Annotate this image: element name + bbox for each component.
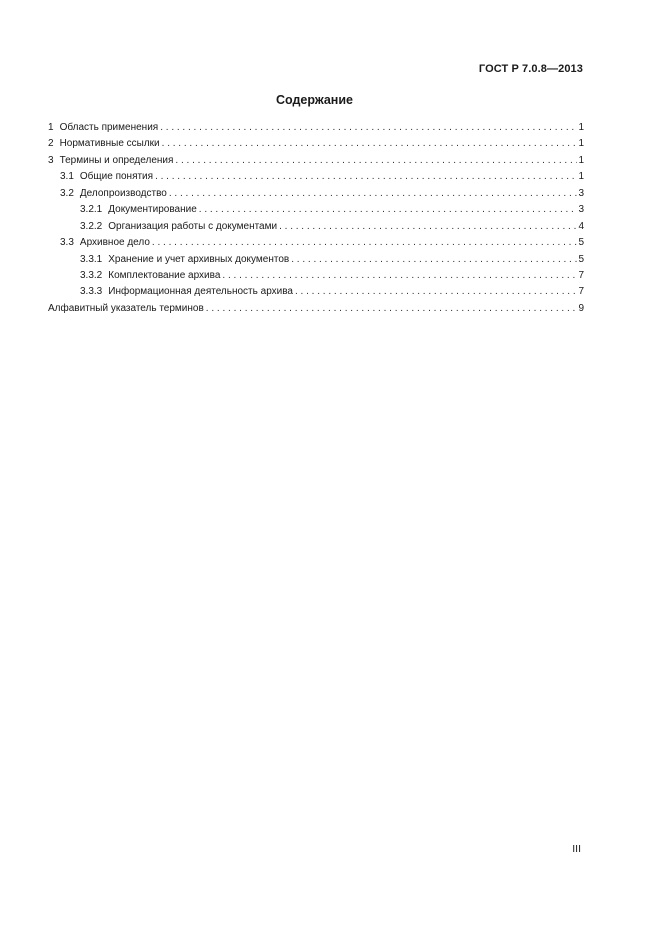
- toc-entry-title: Информационная деятельность архива: [108, 286, 293, 298]
- toc-entry-number: 1: [48, 122, 54, 133]
- toc-dot-leader: [206, 301, 578, 317]
- toc-entry-page: 5: [578, 253, 584, 265]
- toc-entry[interactable]: [48, 186, 584, 202]
- toc-entry-title: Архивное дело: [79, 237, 150, 249]
- toc-entry-number: 2: [48, 138, 54, 150]
- toc-entry-title: Комплектование архива: [108, 269, 221, 281]
- toc-entry-title: Хранение и учет архивных документов: [108, 253, 290, 265]
- toc-entry[interactable]: [48, 136, 584, 152]
- toc-entry[interactable]: [48, 252, 584, 268]
- toc-entry[interactable]: [48, 120, 584, 136]
- toc-dot-leader: [295, 284, 577, 300]
- toc-entry-number: 3.1: [60, 171, 74, 183]
- toc-entry-title: Нормативные ссылки: [59, 138, 160, 150]
- toc-entry[interactable]: [48, 153, 584, 169]
- toc-entry-title: Общие понятия: [79, 171, 154, 183]
- toc-entry[interactable]: [48, 284, 584, 300]
- table-of-contents: [48, 120, 584, 317]
- toc-dot-leader: [279, 219, 577, 235]
- toc-entry-number: 3.3: [60, 237, 74, 249]
- toc-dot-leader: [199, 202, 578, 218]
- toc-entry-title: Термины и определения: [59, 154, 174, 166]
- toc-entry-title: Алфавитный указатель терминов: [48, 302, 204, 314]
- toc-entry-page: 9: [578, 302, 584, 314]
- toc-entry-page: 5: [578, 237, 584, 249]
- toc-entry-page: 7: [578, 269, 584, 281]
- toc-entry-page: 7: [578, 286, 584, 298]
- toc-dot-leader: [175, 153, 577, 169]
- toc-dot-leader: [222, 268, 577, 284]
- toc-dot-leader: [160, 120, 577, 136]
- toc-entry-number: 3.2.1: [80, 204, 103, 216]
- toc-entry-title: Организация работы с документами: [108, 220, 278, 232]
- toc-entry-page: 1: [578, 138, 584, 150]
- toc-entry-number: 3: [48, 154, 54, 166]
- toc-entry-page: 4: [578, 220, 584, 232]
- toc-entry[interactable]: [48, 268, 584, 284]
- toc-entry-title: Делопроизводство: [79, 187, 167, 199]
- toc-dot-leader: [169, 186, 578, 202]
- document-id: ГОСТ Р 7.0.8—2013: [478, 63, 583, 75]
- toc-title: Содержание: [275, 93, 353, 107]
- toc-entry[interactable]: [48, 235, 584, 251]
- toc-entry[interactable]: [48, 301, 584, 317]
- toc-entry-title: Область применения: [59, 122, 159, 133]
- toc-entry-title: Документирование: [108, 204, 197, 216]
- toc-dot-leader: [155, 169, 577, 185]
- toc-entry-page: 3: [578, 204, 584, 216]
- toc-entry[interactable]: [48, 202, 584, 218]
- toc-entry-page: 3: [578, 187, 584, 199]
- toc-entry-page: 1: [578, 122, 584, 133]
- toc-entry[interactable]: [48, 169, 584, 185]
- toc-entry[interactable]: [48, 219, 584, 235]
- toc-entry-page: 1: [578, 154, 584, 166]
- toc-entry-number: 3.3.2: [80, 269, 103, 281]
- toc-entry-number: 3.2: [60, 187, 74, 199]
- toc-dot-leader: [291, 252, 577, 268]
- toc-entry-number: 3.3.1: [80, 253, 103, 265]
- toc-entry-number: 3.3.3: [80, 286, 103, 298]
- toc-entry-page: 1: [578, 171, 584, 183]
- toc-dot-leader: [152, 235, 578, 251]
- page-number: III: [572, 843, 581, 855]
- toc-dot-leader: [162, 136, 578, 152]
- toc-entry-number: 3.2.2: [80, 220, 103, 232]
